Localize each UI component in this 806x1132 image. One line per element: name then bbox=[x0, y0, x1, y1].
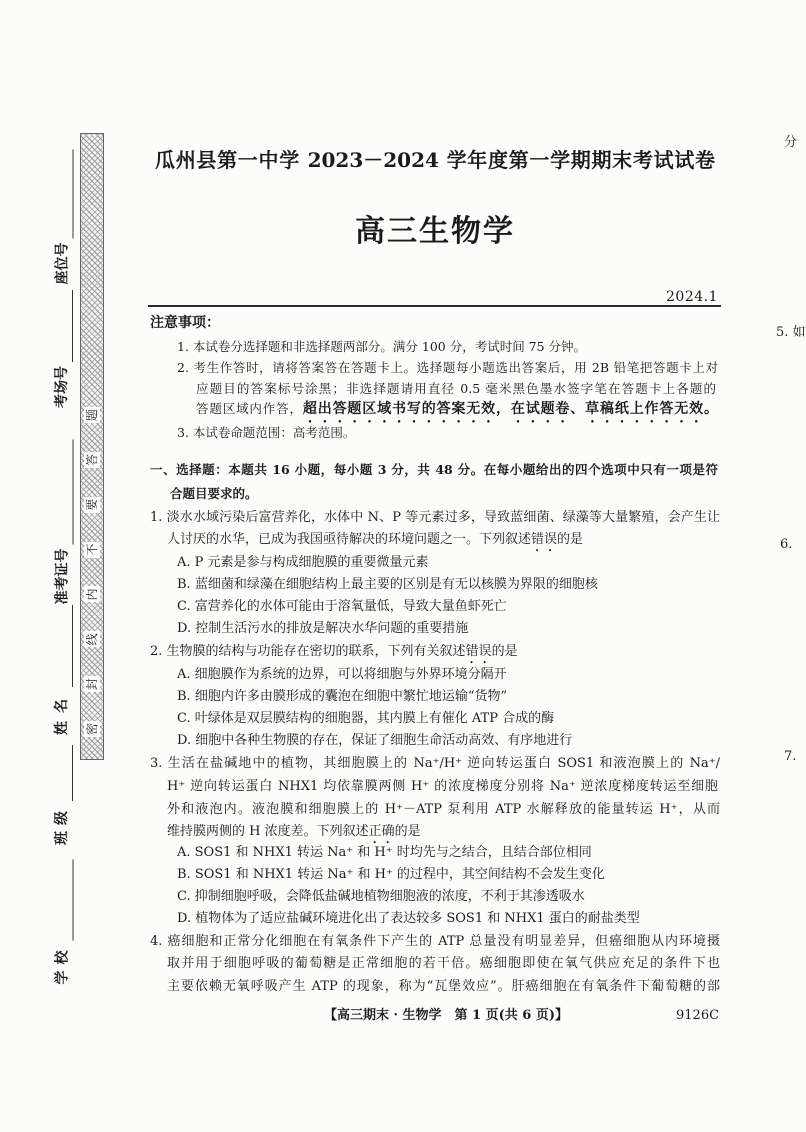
q1-stem-line-1: 1. 淡水水域污染后富营养化，水体中 N、P 等元素过多，导致蓝细菌、绿藻等大量繁殖，会产生让 bbox=[150, 510, 720, 525]
admission-number-line bbox=[52, 440, 74, 545]
footer-code: 9126C bbox=[676, 1008, 720, 1023]
q3-stem-line-2: H⁺ 逆向转运蛋白 NHX1 均依靠膜两侧 H⁺ 的浓度梯度分别将 Na⁺ 逆浓度梯度转运至细胞 bbox=[167, 779, 718, 794]
school-label: 学校 bbox=[54, 944, 71, 985]
section-heading-line-1: 一、选择题：本题共 16 小题，每小题 3 分，共 48 分。在每小题给出的四个选项中只有一项是符 bbox=[150, 462, 718, 477]
notice-item-2-text: 答题区域内作答， bbox=[196, 401, 303, 416]
admission-number-field bbox=[52, 440, 74, 605]
exam-title: 瓜州县第一中学 2023－2024 学年度第一学期期末考试试卷 bbox=[155, 148, 715, 172]
header-divider bbox=[148, 305, 721, 307]
q3-stem-end: 的是 bbox=[394, 824, 421, 839]
notice-heading: 注意事项： bbox=[150, 315, 220, 331]
name-label: 姓名 bbox=[54, 691, 70, 735]
q3-stem-line-3: 外和液泡内。液泡膜和细胞膜上的 H⁺－ATP 泵利用 ATP 水解释放的能量转运 H⁺，从而 bbox=[167, 802, 720, 817]
name-line bbox=[51, 605, 73, 687]
section-heading-line-2: 合题目要求的。 bbox=[170, 486, 258, 501]
class-label: 班级 bbox=[54, 805, 70, 845]
class-field bbox=[51, 745, 73, 845]
q2-stem-line-1 bbox=[150, 642, 518, 662]
notice-item-2-line-1: 2. 考生作答时，请将答案答在答题卡上。选择题每小题选出答案后，用 2B 铅笔把答题卡上对 bbox=[177, 360, 718, 375]
admission-number-label: 准考证号 bbox=[54, 548, 71, 605]
seal-char: 线 bbox=[85, 633, 99, 646]
seal-char: 要 bbox=[85, 498, 99, 511]
seal-char: 题 bbox=[85, 409, 99, 422]
seal-char: 不 bbox=[85, 543, 99, 556]
q1-option-d: D. 控制生活污水的排放是解决水华问题的重要措施 bbox=[177, 621, 469, 636]
q2-stem-key: 错误 bbox=[465, 644, 492, 659]
q3-stem-line-4 bbox=[167, 822, 421, 842]
footer-page-label: 【高三期末 · 生物学 第 1 页(共 6 页)】 bbox=[323, 1008, 569, 1023]
class-line bbox=[51, 745, 73, 801]
exam-room-field bbox=[51, 290, 73, 408]
exam-room-line bbox=[51, 290, 73, 362]
seal-line-notice bbox=[82, 407, 102, 737]
seal-char: 内 bbox=[85, 588, 99, 601]
q3-option-d: D. 植物体为了适应盐碱环境进化出了表达较多 SOS1 和 NHX1 蛋白的耐盐类型 bbox=[177, 911, 640, 926]
subject-title: 高三生物学 bbox=[355, 214, 515, 249]
seal-char: 封 bbox=[85, 678, 99, 691]
q1-stem-end: 的是 bbox=[557, 532, 584, 547]
q3-option-a: A. SOS1 和 NHX1 转运 Na⁺ 和 H⁺ 时均先与之结合，且结合部位相同 bbox=[177, 845, 592, 860]
q2-option-c: C. 叶绿体是双层膜结构的细胞器，其内膜上有催化 ATP 合成的酶 bbox=[177, 711, 555, 726]
school-line bbox=[52, 860, 74, 941]
q2-option-a: A. 细胞膜作为系统的边界，可以将细胞与外界环境分隔开 bbox=[177, 667, 507, 682]
adjacent-fragment-3: 6. bbox=[780, 537, 793, 552]
q2-stem-text: 2. 生物膜的结构与功能存在密切的联系，下列有关叙述 bbox=[150, 644, 466, 659]
name-field bbox=[51, 605, 73, 735]
q1-stem-key: 错误 bbox=[531, 532, 558, 547]
q2-stem-end: 的是 bbox=[491, 644, 518, 659]
school-field bbox=[52, 860, 74, 985]
notice-item-1: 1. 本试卷分选择题和非选择题两部分。满分 100 分，考试时间 75 分钟。 bbox=[177, 339, 587, 354]
q1-option-b: B. 蓝细菌和绿藻在细胞结构上最主要的区别是有无以核膜为界限的细胞核 bbox=[177, 577, 598, 592]
q3-stem-text: 维持膜两侧的 H 浓度差。下列叙述 bbox=[167, 824, 369, 839]
seal-char: 答 bbox=[85, 453, 99, 466]
q1-option-c: C. 富营养化的水体可能由于溶氧量低，导致大量鱼虾死亡 bbox=[177, 599, 507, 614]
seal-char: 密 bbox=[85, 722, 99, 735]
notice-item-3: 3. 本试卷命题范围：高考范围。 bbox=[177, 425, 356, 440]
notice-item-2-warning: 超出答题区域书写的答案无效，在试题卷、草稿纸上作答无效。 bbox=[302, 401, 718, 417]
seat-number-line bbox=[52, 150, 74, 239]
q1-option-a: A. P 元素是参与构成细胞膜的重要微量元素 bbox=[177, 555, 429, 570]
exam-date: 2024.1 bbox=[666, 289, 718, 305]
q3-stem-key: 正确 bbox=[368, 824, 395, 839]
q4-stem-line-3: 主要依赖无氧呼吸产生 ATP 的现象，称为“瓦堡效应”。肝癌细胞在有氧条件下葡萄糖的部 bbox=[167, 979, 720, 994]
q2-option-d: D. 细胞中各种生物膜的存在，保证了细胞生命活动高效、有序地进行 bbox=[177, 733, 573, 748]
q2-option-b: B. 细胞内许多由膜形成的囊泡在细胞中繁忙地运输“货物” bbox=[177, 689, 508, 704]
q4-stem-line-2: 取并用于细胞呼吸的葡萄糖是正常细胞的若干倍。癌细胞即使在氧气供应充足的条件下也 bbox=[167, 956, 720, 971]
q3-option-b: B. SOS1 和 NHX1 转运 Na⁺ 和 H⁺ 的过程中，其空间结构不会发生变化 bbox=[177, 867, 605, 882]
q1-stem-text: 人讨厌的水华，已成为我国亟待解决的环境问题之一。下列叙述 bbox=[167, 532, 532, 547]
adjacent-fragment-1: 分 bbox=[784, 135, 798, 150]
notice-item-2-line-2: 应题目的答案标号涂黑；非选择题请用直径 0.5 毫米黑色墨水签字笔在答题卡上各题的 bbox=[196, 381, 716, 396]
adjacent-fragment-4: 7. bbox=[784, 749, 797, 764]
seat-number-label: 座位号 bbox=[54, 242, 71, 285]
seat-number-field bbox=[52, 150, 74, 285]
q1-stem-line-2 bbox=[167, 530, 583, 550]
exam-room-label: 考场号 bbox=[54, 366, 70, 408]
adjacent-fragment-2: 5. 如 bbox=[776, 325, 806, 340]
q4-stem-line-1: 4. 癌细胞和正常分化细胞在有氧条件下产生的 ATP 总量没有明显差异，但癌细胞从内环境摄 bbox=[150, 934, 720, 949]
q3-option-c: C. 抑制细胞呼吸，会降低盐碱地植物细胞液的浓度，不利于其渗透吸水 bbox=[177, 889, 585, 904]
notice-item-2-line-3 bbox=[196, 399, 718, 421]
q3-stem-line-1: 3. 生活在盐碱地中的植物，其细胞膜上的 Na⁺/H⁺ 逆向转运蛋白 SOS1 和液泡膜上的 Na⁺/ bbox=[150, 756, 720, 771]
